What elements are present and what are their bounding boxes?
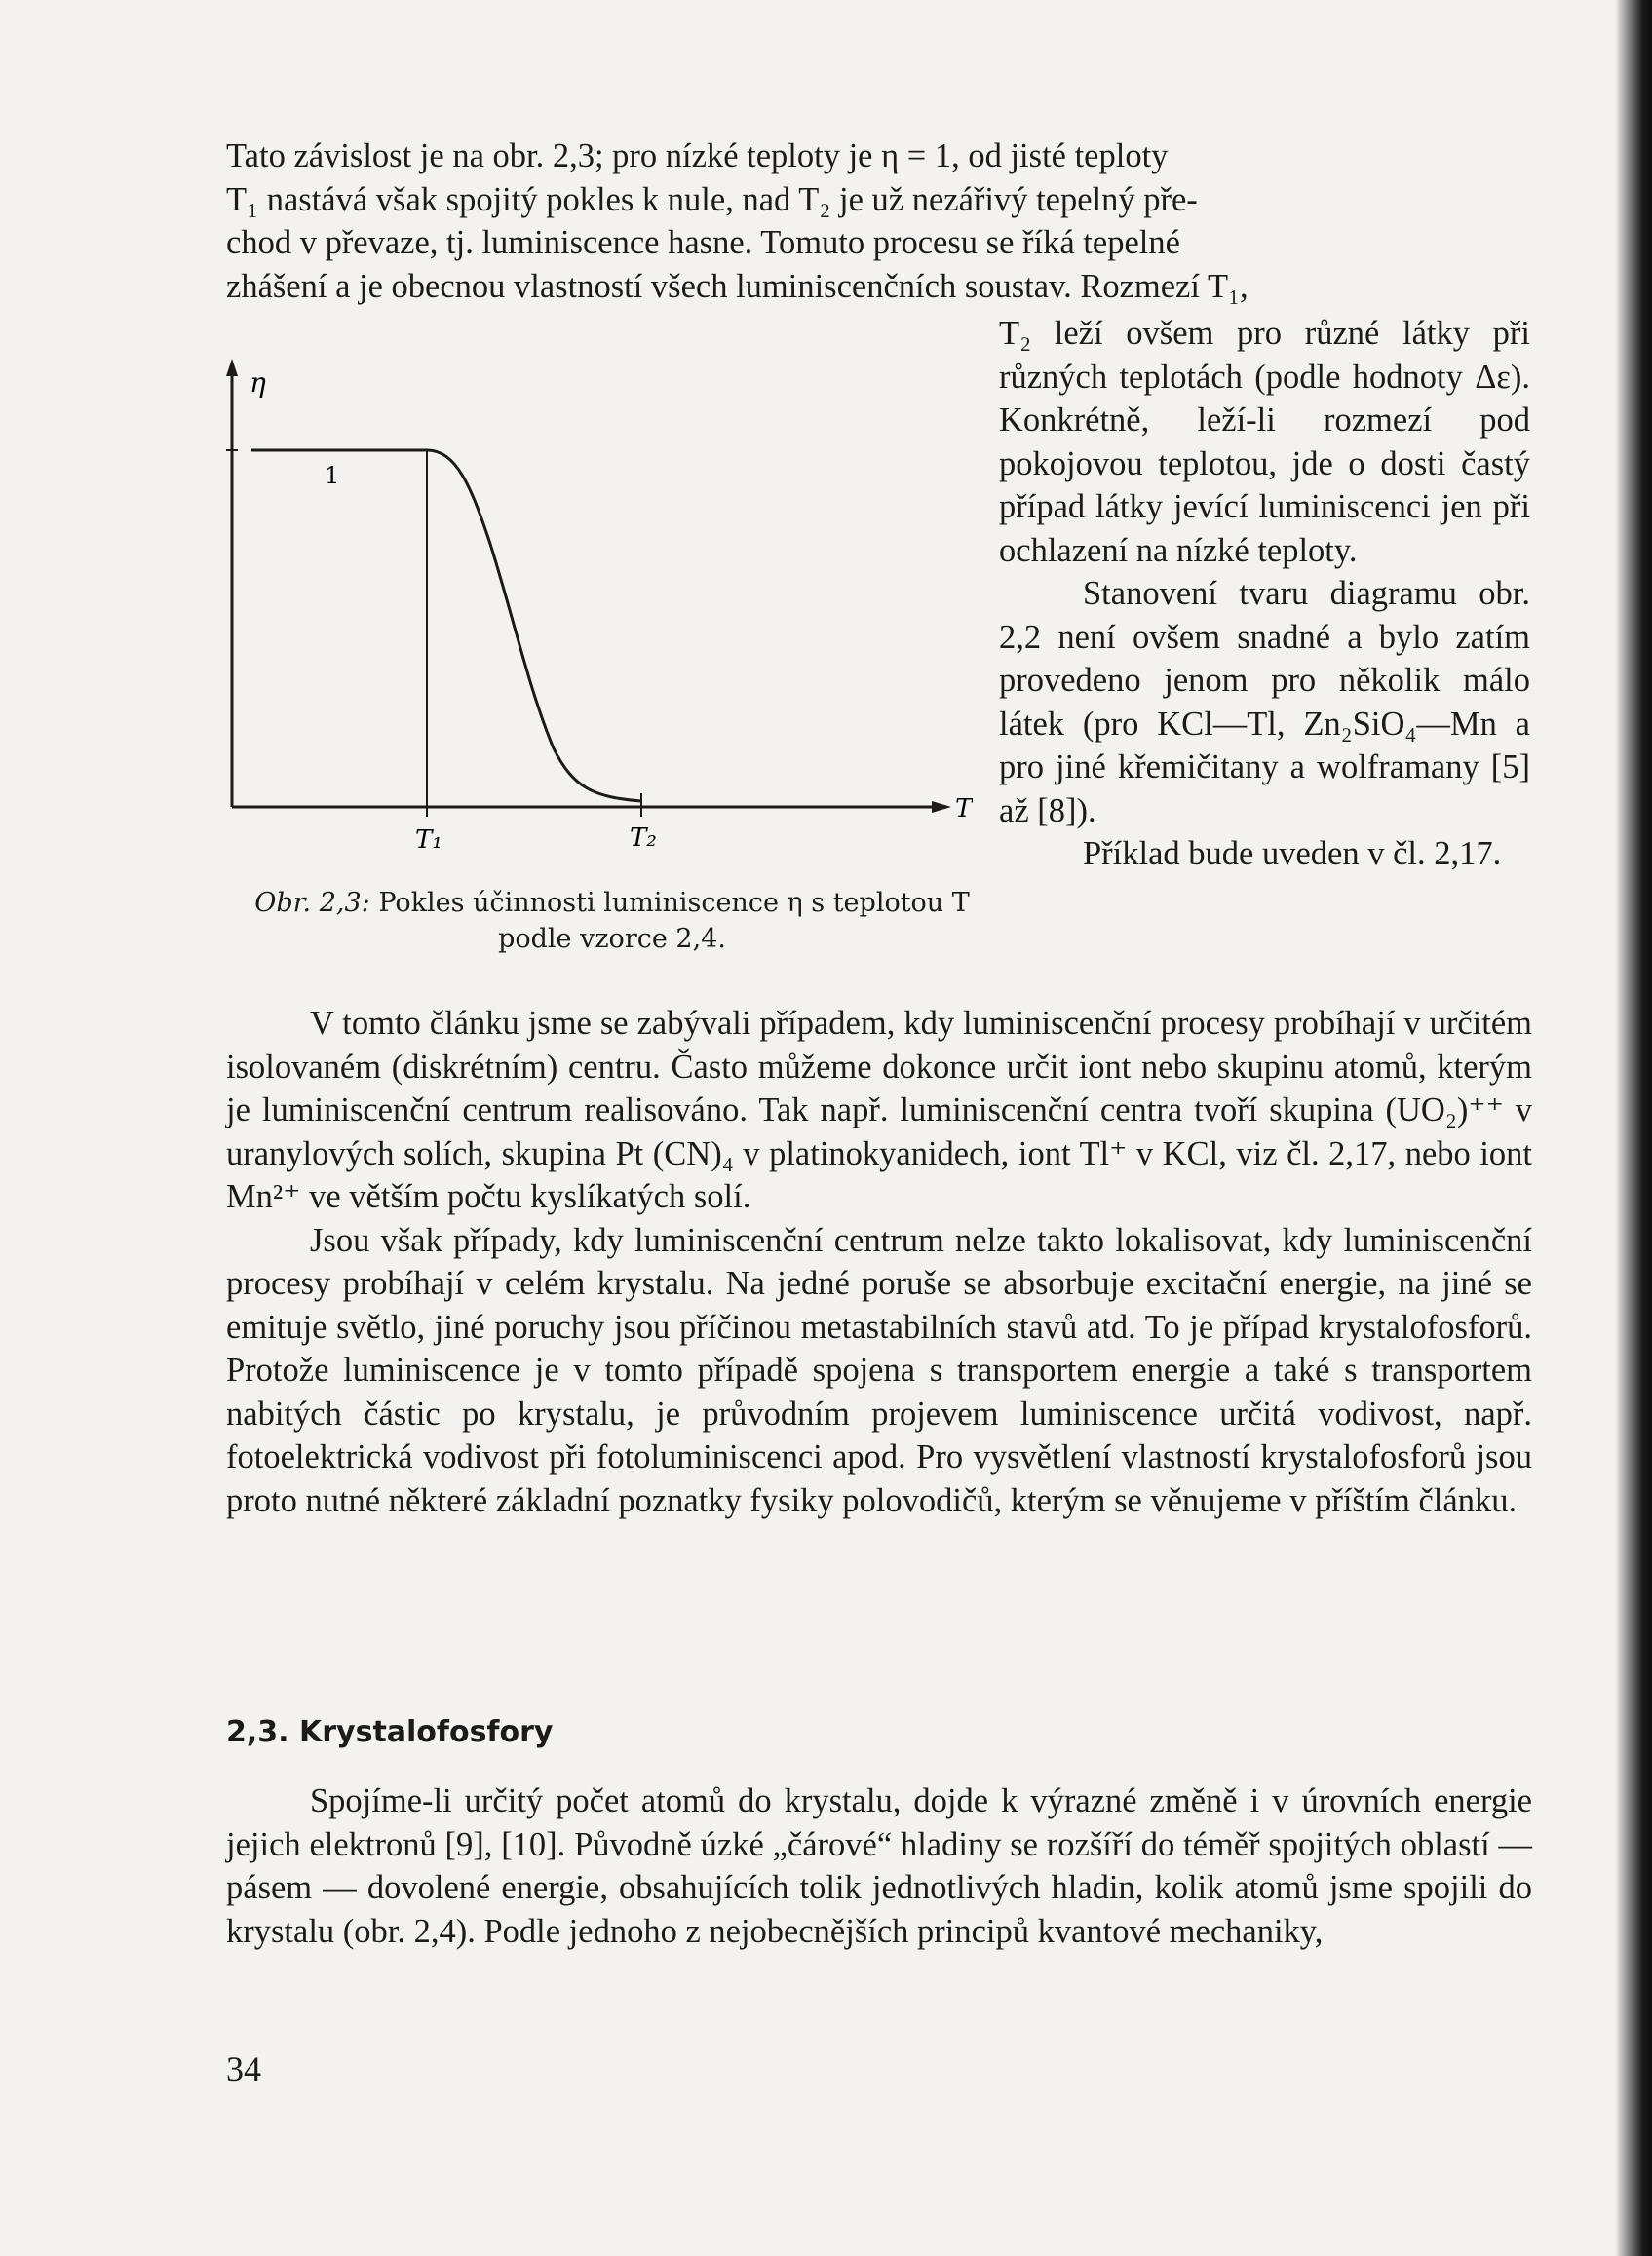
- page-number: 34: [226, 2049, 261, 2088]
- caption-text: Pokles účinnosti luminiscence η s teplotou T podle vzorce 2,4.: [378, 888, 970, 954]
- side-column-text: [999, 312, 1530, 876]
- paragraph-line-2: T₁ nastává však spojitý pokles k nule, nad T₂ je už nezářivý tepelný pře-: [226, 180, 1198, 218]
- side-paragraph-2: Stanovení tvaru diagramu obr. 2,2 není ovšem snadné a bylo zatím provedeno jenom pro několik málo látek (pro KCl—Tl, Zn₂SiO₄—Mn a pro jiné křemičitany a wolframany [5] až [8]).: [999, 575, 1530, 829]
- y-axis-label: η: [250, 366, 266, 399]
- efficiency-curve: [251, 450, 641, 801]
- opening-paragraph: [226, 134, 1532, 308]
- x-axis-label: T: [955, 794, 973, 823]
- figure-2-3-efficiency-curve: [222, 359, 973, 865]
- figure-caption: [251, 885, 973, 957]
- scan-edge-shadow: [1615, 0, 1652, 2256]
- side-paragraph-3: Příklad bude uveden v čl. 2,17.: [1083, 835, 1502, 872]
- paragraph-crystal-phosphors: Jsou však případy, kdy luminiscenční centrum nelze takto lokalisovat, kdy luminiscenční procesy probíhají v celém krystalu. Na jedné poruše se absorbuje excitační energie, na jiné se emituje světlo, jiné poruchy jsou příčinou metastabilních stavů atd. To je případ krystalofosforů. Protože luminiscence je v tomto případě spojena s transportem energie a také s transportem nabitých částic po krystalu, je průvodním projevem luminiscence určitá vodivost, např. fotoelektrická vodivost při fotoluminiscenci apod. Pro vysvětlení vlastností krystalofosforů jsou proto nutné některé základní poznatky fysiky polovodičů, kterým se věnujeme v příštím článku.: [226, 1221, 1532, 1519]
- paragraph-isolated-centres: V tomto článku jsme se zabývali případem, kdy luminiscenční procesy probíhají v určitém isolovaném (diskrétním) centru. Často můžeme dokonce určit iont nebo skupinu atomů, kterým je luminiscenční centrum realisováno. Tak např. luminiscenční centra tvoří skupina (UO₂)⁺⁺ v uranylových solích, skupina Pt (CN)₄ v platinokyanidech, iont Tl⁺ v KCl, viz čl. 2,17, nebo iont Mn²⁺ ve větším počtu kyslíkatých solí.: [226, 1005, 1532, 1215]
- side-paragraph-1: T₂ leží ovšem pro různé látky při různých teplotách (podle hodnoty Δε). Konkrétně, leží-li rozmezí pod pokojovou teplotou, jde o dosti častý případ látky jevící luminiscenci jen při ochlazení na nízké teploty.: [999, 315, 1530, 569]
- x-axis-arrow: [932, 801, 951, 813]
- main-text: [226, 1002, 1532, 1522]
- tick-label-t1: T₁: [415, 825, 442, 855]
- level-label: 1: [325, 462, 340, 489]
- paragraph-energy-bands: Spojíme-li určitý počet atomů do krystalu, dojde k výrazné změně i v úrovních energie jejich elektronů [9], [10]. Původně úzké „čárové“ hladiny se rozšíří do téměř spojitých oblastí — pásem — dovolené energie, obsahujících tolik jednotlivých hladin, kolik atomů jsme spojili do krystalu (obr. 2,4). Podle jednoho z nejobecnějších principů kvantové mechaniky,: [226, 1782, 1532, 1950]
- caption-label: Obr. 2,3:: [254, 888, 370, 918]
- section-text: [226, 1779, 1532, 1953]
- y-axis-arrow: [226, 359, 238, 376]
- section-heading: 2,3. Krystalofosfory: [226, 1715, 554, 1749]
- paragraph-line-1: Tato závislost je na obr. 2,3; pro nízké teploty je η = 1, od jisté teploty: [226, 137, 1169, 174]
- tick-label-t2: T₂: [630, 823, 657, 853]
- paragraph-line-3: chod v převaze, tj. luminiscence hasne. Tomuto procesu se říká tepelné: [226, 224, 1180, 261]
- paragraph-line-4: zhášení a je obecnou vlastností všech luminiscenčních soustav. Rozmezí T₁,: [226, 267, 1249, 305]
